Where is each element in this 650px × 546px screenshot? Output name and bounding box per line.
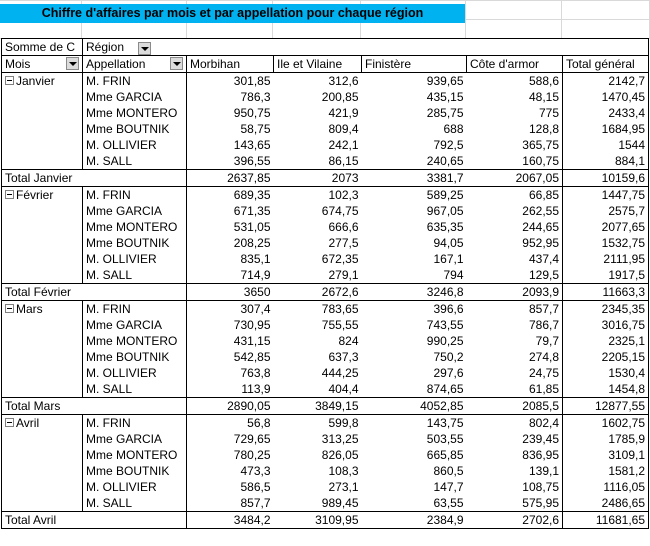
value-cell[interactable]: 857,7 — [187, 495, 274, 512]
table-row — [2, 333, 649, 349]
value-cell[interactable]: 637,3 — [328, 350, 359, 364]
value-cell[interactable]: 242,1 — [328, 138, 359, 152]
value-cell[interactable]: 575,95 — [522, 496, 559, 510]
table-row — [2, 479, 649, 495]
collapse-icon[interactable] — [5, 76, 14, 85]
total-value-cell[interactable]: 3650 — [187, 284, 274, 301]
month-total-label[interactable]: Total Avril — [2, 512, 187, 529]
value-cell[interactable]: 279,1 — [328, 268, 359, 282]
value-cell[interactable]: 48,15 — [528, 90, 559, 104]
value-cell[interactable]: 143,65 — [187, 137, 274, 153]
table-row — [2, 153, 649, 170]
total-value-cell[interactable]: 2093,9 — [467, 284, 563, 301]
value-cell[interactable]: 86,15 — [328, 154, 359, 168]
value-cell[interactable]: 666,6 — [328, 220, 359, 234]
value-cell[interactable]: 672,35 — [321, 252, 359, 266]
value-cell[interactable]: 147,7 — [433, 480, 464, 494]
month-cell[interactable] — [2, 203, 83, 219]
value-cell[interactable]: 239,45 — [522, 432, 559, 446]
table-row — [2, 235, 649, 251]
appellation-cell[interactable]: Mme MONTERO — [83, 333, 187, 349]
value-cell[interactable]: 1530,4 — [563, 365, 649, 381]
table-row — [2, 89, 649, 105]
appellation-cell[interactable]: Mme BOUTNIK — [83, 121, 187, 137]
value-cell[interactable]: 857,7 — [528, 302, 559, 316]
total-value-cell[interactable]: 3484,2 — [187, 512, 274, 529]
value-cell[interactable]: 671,35 — [187, 203, 274, 219]
month-cell[interactable] — [2, 479, 83, 495]
value-cell[interactable]: 2433,4 — [563, 105, 649, 121]
value-cell[interactable]: 786,7 — [528, 318, 559, 332]
appellation-cell[interactable]: M. SALL — [83, 153, 187, 170]
table-row — [2, 463, 649, 479]
collapse-icon[interactable] — [5, 190, 14, 199]
mois-field-label: Mois — [5, 57, 31, 71]
value-cell[interactable]: 437,4 — [528, 252, 559, 266]
value-cell[interactable]: 273,1 — [328, 480, 359, 494]
value-cell[interactable]: 950,75 — [187, 105, 274, 121]
value-cell[interactable]: 786,3 — [187, 89, 274, 105]
table-row — [2, 415, 649, 432]
value-cell[interactable]: 301,85 — [187, 73, 274, 90]
value-cell[interactable]: 2345,35 — [563, 301, 649, 318]
value-cell[interactable]: 297,6 — [433, 366, 464, 380]
value-cell[interactable]: 421,9 — [328, 106, 359, 120]
value-cell[interactable]: 1447,75 — [563, 187, 649, 204]
month-total-label[interactable]: Total Janvier — [2, 170, 187, 187]
value-cell[interactable]: 1917,5 — [563, 267, 649, 284]
value-cell[interactable]: 108,3 — [328, 464, 359, 478]
value-cell[interactable]: 285,75 — [426, 106, 464, 120]
appellation-cell[interactable]: Mme GARCIA — [83, 317, 187, 333]
value-cell[interactable]: 729,65 — [187, 431, 274, 447]
collapse-icon[interactable] — [5, 418, 14, 427]
total-value-cell[interactable]: 11681,65 — [563, 512, 649, 529]
month-cell[interactable] — [2, 105, 83, 121]
appellation-cell[interactable]: Mme BOUTNIK — [83, 349, 187, 365]
appellation-cell[interactable]: M. SALL — [83, 267, 187, 284]
value-cell[interactable]: 939,65 — [426, 74, 464, 88]
value-cell[interactable]: 56,8 — [187, 415, 274, 432]
value-cell[interactable]: 3109,1 — [563, 447, 649, 463]
value-cell[interactable]: 1602,75 — [563, 415, 649, 432]
value-cell[interactable]: 365,75 — [522, 138, 559, 152]
appellation-cell[interactable]: M. FRIN — [83, 415, 187, 432]
value-cell[interactable]: 262,55 — [522, 204, 559, 218]
month-label: Février — [16, 188, 54, 202]
value-cell[interactable]: 755,55 — [321, 318, 359, 332]
value-cell[interactable]: 473,3 — [187, 463, 274, 479]
column-header[interactable]: Morbihan — [187, 56, 274, 73]
appellation-cell[interactable]: M. OLLIVIER — [83, 137, 187, 153]
appellation-cell[interactable]: M. OLLIVIER — [83, 251, 187, 267]
mois-field-cell[interactable] — [2, 56, 83, 73]
value-cell[interactable]: 244,65 — [522, 220, 559, 234]
value-cell[interactable]: 2575,7 — [563, 203, 649, 219]
table-row — [2, 121, 649, 137]
total-value-cell[interactable]: 2702,6 — [467, 512, 563, 529]
appellation-field-cell[interactable] — [83, 56, 187, 73]
pivot-header-row-1 — [2, 39, 649, 56]
month-cell[interactable] — [2, 415, 83, 432]
value-cell[interactable]: 102,3 — [328, 188, 359, 202]
value-cell[interactable]: 588,6 — [528, 74, 559, 88]
value-cell[interactable]: 129,5 — [528, 268, 559, 282]
total-value-cell[interactable]: 10159,6 — [563, 170, 649, 187]
value-cell[interactable]: 874,65 — [426, 382, 464, 396]
value-cell[interactable]: 1785,9 — [563, 431, 649, 447]
value-cell[interactable]: 730,95 — [187, 317, 274, 333]
month-cell[interactable] — [2, 219, 83, 235]
value-cell[interactable]: 835,1 — [187, 251, 274, 267]
table-row — [2, 187, 649, 204]
value-cell[interactable]: 113,9 — [187, 381, 274, 398]
appellation-cell[interactable]: M. FRIN — [83, 73, 187, 90]
total-value-cell[interactable]: 2073 — [274, 170, 362, 187]
value-cell[interactable]: 586,5 — [187, 479, 274, 495]
value-cell[interactable]: 714,9 — [187, 267, 274, 284]
month-cell[interactable] — [2, 153, 83, 170]
value-cell[interactable]: 3016,75 — [563, 317, 649, 333]
value-cell[interactable]: 143,75 — [426, 416, 464, 430]
appellation-cell[interactable]: Mme BOUTNIK — [83, 235, 187, 251]
value-cell[interactable]: 108,75 — [522, 480, 559, 494]
month-cell[interactable] — [2, 301, 83, 318]
total-value-cell[interactable]: 2637,85 — [187, 170, 274, 187]
month-cell[interactable] — [2, 431, 83, 447]
appellation-cell[interactable]: M. SALL — [83, 381, 187, 398]
total-value-cell[interactable]: 3849,15 — [274, 398, 362, 415]
table-row — [2, 301, 649, 318]
value-cell[interactable]: 307,4 — [187, 301, 274, 318]
region-field-label: Région — [86, 40, 125, 54]
value-cell[interactable]: 826,05 — [321, 448, 359, 462]
value-cell[interactable]: 66,85 — [528, 188, 559, 202]
value-cell[interactable]: 542,85 — [187, 349, 274, 365]
pivot-header-row-2 — [2, 56, 649, 73]
value-cell[interactable]: 1581,2 — [563, 463, 649, 479]
value-cell[interactable]: 824 — [338, 334, 359, 348]
value-cell[interactable]: 208,25 — [187, 235, 274, 251]
value-cell[interactable]: 160,75 — [522, 154, 559, 168]
month-cell[interactable] — [2, 89, 83, 105]
value-cell[interactable]: 967,05 — [426, 204, 464, 218]
value-cell[interactable]: 589,25 — [426, 188, 464, 202]
value-cell[interactable]: 396,6 — [433, 302, 464, 316]
total-value-cell[interactable]: 4052,85 — [362, 398, 467, 415]
total-value-cell[interactable]: 11663,3 — [563, 284, 649, 301]
mois-filter-dropdown-icon[interactable] — [66, 57, 79, 70]
table-row — [2, 137, 649, 153]
value-cell[interactable]: 775 — [538, 106, 559, 120]
month-cell[interactable] — [2, 381, 83, 398]
value-cell[interactable]: 1684,95 — [563, 121, 649, 137]
month-label: Avril — [16, 416, 40, 430]
region-filter-dropdown-icon[interactable] — [138, 42, 151, 55]
column-header[interactable]: Ile et Vilaine — [274, 56, 362, 73]
total-value-cell[interactable]: 2384,9 — [362, 512, 467, 529]
value-cell[interactable]: 139,1 — [528, 464, 559, 478]
month-cell[interactable] — [2, 447, 83, 463]
month-cell[interactable] — [2, 463, 83, 479]
column-header[interactable]: Côte d'armor — [467, 56, 563, 73]
table-row — [2, 251, 649, 267]
value-cell[interactable]: 274,8 — [528, 350, 559, 364]
month-cell[interactable] — [2, 349, 83, 365]
value-cell[interactable]: 989,45 — [321, 496, 359, 510]
column-header[interactable]: Total général — [563, 56, 649, 73]
appellation-cell[interactable]: Mme GARCIA — [83, 431, 187, 447]
value-cell[interactable]: 952,95 — [522, 236, 559, 250]
region-field-cell[interactable] — [83, 39, 649, 56]
total-value-cell[interactable]: 3381,7 — [362, 170, 467, 187]
month-total-row — [2, 398, 649, 415]
value-cell[interactable]: 990,25 — [426, 334, 464, 348]
appellation-cell[interactable]: M. OLLIVIER — [83, 479, 187, 495]
month-cell[interactable] — [2, 137, 83, 153]
month-cell[interactable] — [2, 317, 83, 333]
appellation-cell[interactable]: Mme GARCIA — [83, 203, 187, 219]
value-cell[interactable]: 396,55 — [187, 153, 274, 170]
value-cell[interactable]: 2205,15 — [563, 349, 649, 365]
value-cell[interactable]: 531,05 — [187, 219, 274, 235]
month-cell[interactable] — [2, 73, 83, 90]
value-cell[interactable]: 802,4 — [528, 416, 559, 430]
value-cell[interactable]: 783,65 — [321, 302, 359, 316]
value-cell[interactable]: 688 — [443, 122, 464, 136]
value-cell[interactable]: 404,4 — [328, 382, 359, 396]
value-cell[interactable]: 61,85 — [528, 382, 559, 396]
table-row — [2, 495, 649, 512]
value-cell[interactable]: 435,15 — [426, 90, 464, 104]
value-cell[interactable]: 792,5 — [433, 138, 464, 152]
table-row — [2, 447, 649, 463]
total-value-cell[interactable]: 2890,05 — [187, 398, 274, 415]
table-row — [2, 381, 649, 398]
appellation-cell[interactable]: Mme MONTERO — [83, 447, 187, 463]
value-cell[interactable]: 665,85 — [426, 448, 464, 462]
value-cell[interactable]: 750,2 — [433, 350, 464, 364]
appellation-cell[interactable]: M. FRIN — [83, 301, 187, 318]
value-cell[interactable]: 884,1 — [563, 153, 649, 170]
value-cell[interactable]: 2486,65 — [563, 495, 649, 512]
month-total-row — [2, 512, 649, 529]
month-cell[interactable] — [2, 333, 83, 349]
report-title-banner: Chiffre d'affaires par mois et par appellation pour chaque région — [0, 4, 465, 23]
value-cell[interactable]: 24,75 — [528, 366, 559, 380]
value-cell[interactable]: 860,5 — [433, 464, 464, 478]
column-header[interactable]: Finistère — [362, 56, 467, 73]
value-cell[interactable]: 240,65 — [426, 154, 464, 168]
value-cell[interactable]: 1544 — [563, 137, 649, 153]
data-field-label[interactable]: Somme de C — [2, 39, 83, 56]
value-cell[interactable]: 2142,7 — [563, 73, 649, 90]
value-cell[interactable]: 503,55 — [426, 432, 464, 446]
table-row — [2, 73, 649, 90]
table-row — [2, 105, 649, 121]
value-cell[interactable]: 1470,45 — [563, 89, 649, 105]
appellation-field-label: Appellation — [86, 57, 146, 71]
value-cell[interactable]: 1116,05 — [563, 479, 649, 495]
total-value-cell[interactable]: 3246,8 — [362, 284, 467, 301]
value-cell[interactable]: 58,75 — [187, 121, 274, 137]
table-row — [2, 219, 649, 235]
value-cell[interactable]: 312,6 — [328, 74, 359, 88]
value-cell[interactable]: 1532,75 — [563, 235, 649, 251]
total-value-cell[interactable]: 2067,05 — [467, 170, 563, 187]
value-cell[interactable]: 313,25 — [321, 432, 359, 446]
value-cell[interactable]: 94,05 — [433, 236, 464, 250]
value-cell[interactable]: 635,35 — [426, 220, 464, 234]
value-cell[interactable]: 1454,8 — [563, 381, 649, 398]
month-label: Mars — [16, 302, 43, 316]
month-cell[interactable] — [2, 121, 83, 137]
total-value-cell[interactable]: 12877,55 — [563, 398, 649, 415]
appellation-cell[interactable]: M. OLLIVIER — [83, 365, 187, 381]
month-cell[interactable] — [2, 495, 83, 512]
total-value-cell[interactable]: 3109,95 — [274, 512, 362, 529]
value-cell[interactable]: 2325,1 — [563, 333, 649, 349]
value-cell[interactable]: 167,1 — [433, 252, 464, 266]
value-cell[interactable]: 200,85 — [321, 90, 359, 104]
month-total-row — [2, 284, 649, 301]
value-cell[interactable]: 763,8 — [187, 365, 274, 381]
value-cell[interactable]: 743,55 — [426, 318, 464, 332]
month-cell[interactable] — [2, 187, 83, 204]
value-cell[interactable]: 2077,65 — [563, 219, 649, 235]
month-cell[interactable] — [2, 235, 83, 251]
value-cell[interactable]: 444,25 — [321, 366, 359, 380]
month-cell[interactable] — [2, 251, 83, 267]
appellation-cell[interactable]: Mme MONTERO — [83, 219, 187, 235]
month-total-label[interactable]: Total Mars — [2, 398, 187, 415]
collapse-icon[interactable] — [5, 304, 14, 313]
total-value-cell[interactable]: 2085,5 — [467, 398, 563, 415]
month-cell[interactable] — [2, 365, 83, 381]
value-cell[interactable]: 836,95 — [522, 448, 559, 462]
value-cell[interactable]: 809,4 — [328, 122, 359, 136]
value-cell[interactable]: 689,35 — [187, 187, 274, 204]
value-cell[interactable]: 277,5 — [328, 236, 359, 250]
appellation-cell[interactable]: Mme MONTERO — [83, 105, 187, 121]
appellation-cell[interactable]: Mme GARCIA — [83, 89, 187, 105]
appellation-cell[interactable]: Mme BOUTNIK — [83, 463, 187, 479]
value-cell[interactable]: 780,25 — [187, 447, 274, 463]
appellation-cell[interactable]: M. SALL — [83, 495, 187, 512]
month-total-label[interactable]: Total Février — [2, 284, 187, 301]
table-row — [2, 431, 649, 447]
value-cell[interactable]: 63,55 — [433, 496, 464, 510]
month-cell[interactable] — [2, 267, 83, 284]
value-cell[interactable]: 431,15 — [187, 333, 274, 349]
appellation-cell[interactable]: M. FRIN — [83, 187, 187, 204]
table-row — [2, 365, 649, 381]
appellation-filter-dropdown-icon[interactable] — [170, 57, 183, 70]
month-total-row — [2, 170, 649, 187]
table-row — [2, 317, 649, 333]
table-row — [2, 203, 649, 219]
value-cell[interactable]: 674,75 — [321, 204, 359, 218]
table-row — [2, 349, 649, 365]
month-label: Janvier — [16, 74, 55, 88]
value-cell[interactable]: 794 — [443, 268, 464, 282]
value-cell[interactable]: 2111,95 — [563, 251, 649, 267]
table-row — [2, 267, 649, 284]
value-cell[interactable]: 599,8 — [328, 416, 359, 430]
total-value-cell[interactable]: 2672,6 — [274, 284, 362, 301]
pivot-table[interactable] — [1, 38, 649, 529]
value-cell[interactable]: 79,7 — [535, 334, 559, 348]
value-cell[interactable]: 128,8 — [528, 122, 559, 136]
